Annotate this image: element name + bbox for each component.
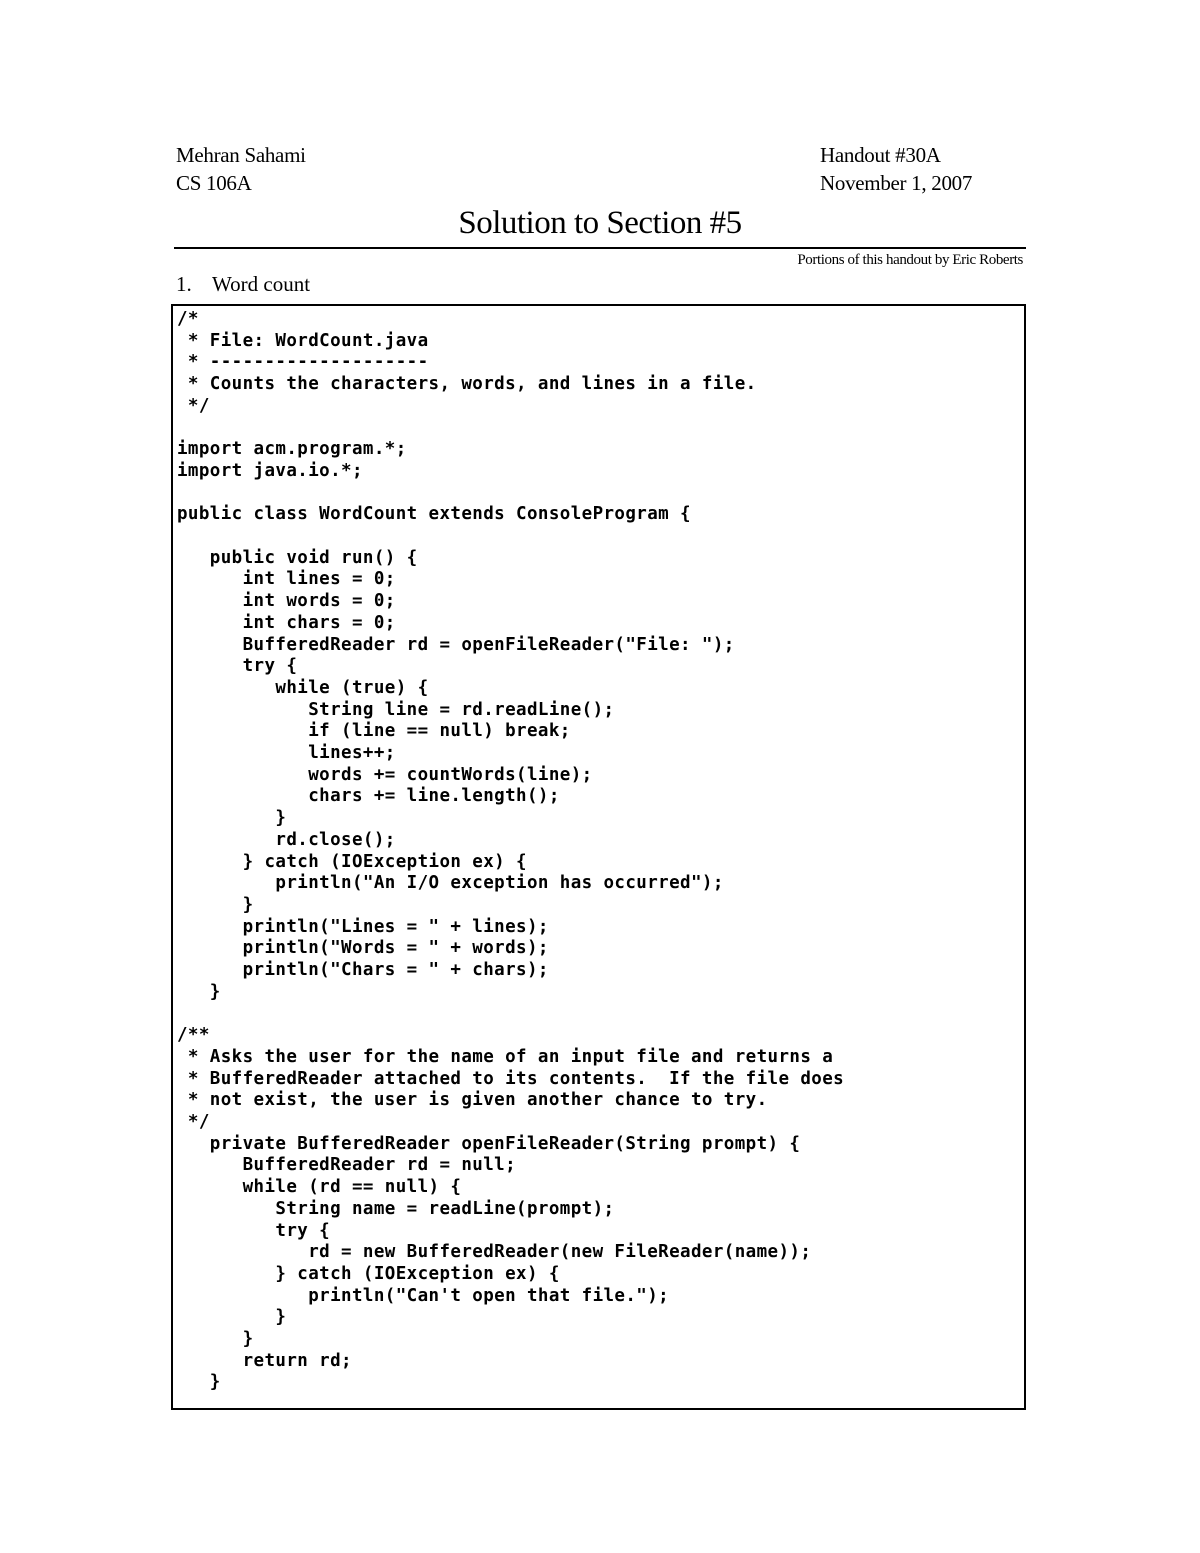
problem-heading: [176, 270, 310, 298]
credit-line: Portions of this handout by Eric Roberts: [797, 252, 1023, 268]
problem-number: 1.: [176, 272, 192, 296]
code-listing: /* * File: WordCount.java * -------------------- * Counts the characters, words, and lines in a file. */ import acm.program.*; import java.io.*; public class WordCount extends ConsoleProgram { public void run() { int lines = 0; int words = 0; int chars = 0; BufferedReader rd = openFileReader("File: "); try { while (true) { String line = rd.readLine(); if (line == null) break; lines++; words += countWords(line); chars += line.length(); } rd.close(); } catch (IOException ex) { println("An I/O exception has occurred"); } println("Lines = " + lines); println("Words = " + words); println("Chars = " + chars); } /** * Asks the user for the name of an input file and returns a * BufferedReader attached to its contents. If the file does * not exist, the user is given another chance to try. */ private BufferedReader openFileReader(String prompt) { BufferedReader rd = null; while (rd == null) { String name = readLine(prompt); try { rd = new BufferedReader(new FileReader(name)); } catch (IOException ex) { println("Can't open that file."); } } return rd; }: [177, 309, 845, 1393]
header-right: [820, 141, 972, 197]
header-left: [176, 141, 306, 197]
problem-name: Word count: [212, 272, 311, 296]
handout-date: November 1, 2007: [820, 171, 973, 195]
handout-number: Handout #30A: [820, 143, 941, 167]
course-code: CS 106A: [176, 171, 252, 195]
title-rule: [174, 247, 1026, 249]
page-title: Solution to Section #5: [458, 205, 742, 241]
author-name: Mehran Sahami: [176, 143, 306, 167]
code-listing-box: [171, 304, 1026, 1410]
